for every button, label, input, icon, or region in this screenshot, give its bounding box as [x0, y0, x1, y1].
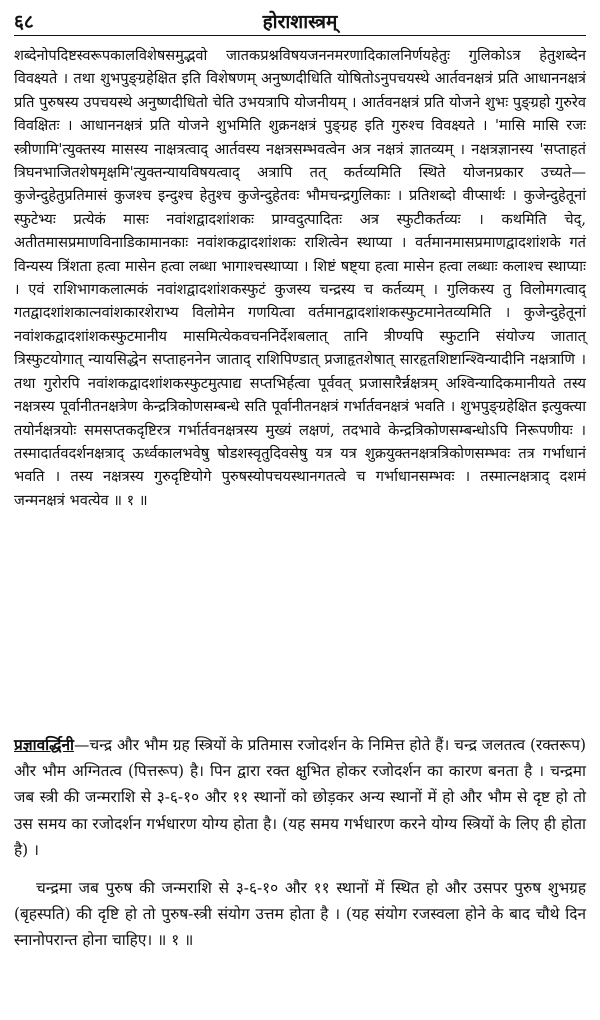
running-title: होराशास्त्रम्	[262, 11, 338, 33]
page-number: ६८	[14, 11, 34, 33]
commentary-paragraph-1	[14, 732, 586, 863]
commentary-paragraph-1-text: —चन्द्र और भौम ग्रह स्त्रियों के प्रतिमास रजोदर्शन के निमित्त होते हैं। चन्द्र जलतत्व (रक्तरूप) और भौम अग्नितत्व (पित्तरूप) है। पिन द्वारा रक्त क्षुभित होकर रजोदर्शन का कारण बनता है । चन्द्रमा जब स्त्री की जन्मराशि से ३-६-१० और ११ स्थानों को छोड़कर अन्य स्थानों में हो और भौम से दृष्ट हो तो उस समय का रजोदर्शन गर्भधारण योग्य होता है। (यह समय गर्भधारण करने योग्य स्त्रियों के लिए ही होता है) ।	[14, 736, 586, 859]
sanskrit-paragraph: शब्देनोपदिष्टस्वरूपकालविशेषसमुद्भवो जातकप्रश्नविषयजननमरणादिकालनिर्णयहेतुः गुलिकोऽत्र हेतुशब्देन विवक्ष्यते । तथा शुभपुङ्ग्रहेक्षित इति विशेषणम् अनुष्णदीधिति योषितोऽनुपचयस्थे आर्तवनक्षत्रं प्रति आधाननक्षत्रं प्रति पुरुषस्य उपचयस्थे अनुष्णदीधितो चेति उभयत्रापि योजनीयम् । आर्तवनक्षत्रं प्रति योजने शुभः पुङ्ग्रहो गुरुरेव विवक्षितः । आधाननक्षत्रं प्रति योजने शुभमिति शुक्रनक्षत्रं पुङ्ग्रह इति गुरुश्च विवक्ष्यते । 'मासि मासि रजः स्त्रीणामि'त्युक्तस्य मासस्य नाक्षत्रत्वाद् आर्तवस्य नक्षत्रसम्भवत्वेन अत्र नक्षत्रं ज्ञातव्यम् । नक्षत्रज्ञानस्य 'सप्ताहतं त्रिघनभाजितशेषमृक्षमि'त्युक्तन्यायविषयत्वाद् अत्रापि तत् कर्तव्यमिति स्थिते योजनप्रकार उच्यते—कुजेन्दुहेतुप्रतिमासं कुजश्च इन्दुश्च हेतुश्च कुजेन्दुहेतवः भौमचन्द्रगुलिकाः । प्रतिशब्दो वीप्सार्थः । कुजेन्दुहेतूनां स्फुटेभ्यः प्रत्येकं मासः नवांशद्वादशांशकः प्राग्वदुत्पादितः अत्र स्फुटीकर्तव्यः । कथमिति चेद्, अतीतमासप्रमाणविनाडिकामानकाः नवांशकद्वादशांशकः राशित्वेन स्थाप्या । वर्तमानमासप्रमाणद्वादशांशके गतं विन्यस्य त्रिंशता हत्वा मासेन हत्वा लब्धा भागाश्चस्थाप्या । शिष्टं षष्ट्या हत्वा मासेन हत्वा लब्धाः कलाश्च स्थाप्याः । एवं राशिभागकलात्मकं नवांशद्वादशांशकस्फुटं कुजस्य चन्द्रस्य च कर्तव्यम् । गुलिकस्य तु विलोमगत्वाद् गतद्वादशांशकात्नवांशकारशेराभ्य विलोमेन गणयित्वा वर्तमानद्वादशांशकस्फुटमानेतव्यमिति । कुजेन्दुहेतूनां नवांशकद्वादशांशकस्फुटमानीय मासमित्येकवचननिर्देशबलात् तानि त्रीण्यपि स्फुटानि संयोज्य जातात् त्रिस्फुटयोगात् न्यायसिद्धेन सप्ताहननेन जाताद् राशिपिण्डात् प्रजाहृतशेषात् सारहृतशिष्टान्श्विन्यादीनि नक्षत्राणि । तथा गुरोरपि नवांशकद्वादशांशकस्फुटमुत्पाद्य सप्तभिर्हत्वा पूर्ववत् प्रजासारैर्न्नक्षत्रम् अश्विन्यादिकमानीयते तस्य नक्षत्रस्य पूर्वानीतनक्षत्रेण केन्द्रत्रिकोणसम्बन्धे सति पूर्वानीतनक्षत्रं गर्भार्तवनक्षत्रं भवति । शुभपुङ्ग्रहेक्षित इत्युक्त्या तयोर्नक्षत्रयोः समसप्तकदृष्टिरत्र गर्भार्तवनक्षत्रस्य मुख्यं लक्षणं, तदभावे केन्द्रत्रिकोणसम्बन्धोऽपि निरूपणीयः । तस्मादार्तवदर्शनक्षत्राद् ऊर्ध्वकालभवेषु षोडशस्वृतुदिवसेषु यत्र यत्र शुक्रयुक्तनक्षत्रत्रिकोणसम्भवः तत्र गर्भाधानं भवति । तस्य नक्षत्रस्य गुरुदृष्टियोगे पुरुषस्योपचयस्थानगतत्वे च गर्भाधानसम्भवः । तस्मात्नक्षत्राद् दशमं जन्मनक्षत्रं भवत्येव ॥ १ ॥	[14, 47, 586, 509]
page-header	[14, 6, 586, 36]
sanskrit-commentary-block	[14, 44, 586, 512]
header-divider	[14, 35, 586, 36]
commentary-heading: प्रज्ञावर्द्धिनी	[14, 736, 74, 754]
hindi-commentary-block	[14, 732, 586, 966]
commentary-paragraph-2: चन्द्रमा जब पुरुष की जन्मराशि से ३-६-१० और ११ स्थानों में स्थित हो और उसपर पुरुष शुभग्रह (बृहस्पति) की दृष्टि हो तो पुरुष-स्त्री संयोग उत्तम होता है । (यह संयोग रजस्वला होने के बाद चौथे दिन स्नानोपरान्त होना चाहिए। ॥ १ ॥	[14, 879, 586, 950]
